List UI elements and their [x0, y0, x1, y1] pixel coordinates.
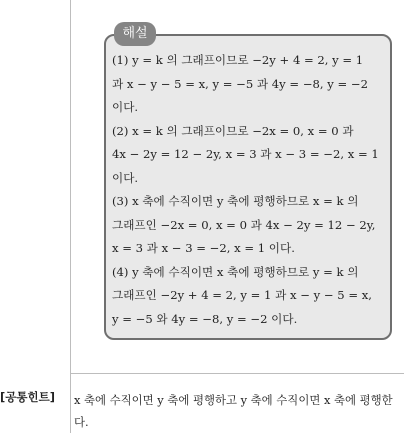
solution-line: x = 3 과 x − 3 = −2, x = 1 이다. [112, 241, 295, 255]
solution-line: y = −5 와 4y = −8, y = −2 이다. [112, 312, 298, 326]
solution-line: (3) x 축에 수직이면 y 축에 평행하므로 x = k 의 [112, 194, 359, 208]
solution-line: 그래프인 −2x = 0, x = 0 과 4x − 2y = 12 − 2y, [112, 218, 376, 232]
solution-line: (4) y 축에 수직이면 x 축에 평행하므로 y = k 의 [112, 265, 359, 279]
solution-line: 그래프인 −2y + 4 = 2, y = 1 과 x − y − 5 = x, [112, 288, 372, 302]
solution-line: 이다. [112, 100, 139, 114]
left-rule [70, 0, 71, 433]
solution-line: (2) x = k 의 그래프이므로 −2x = 0, x = 0 과 [112, 124, 354, 138]
solution-line: (1) y = k 의 그래프이므로 −2y + 4 = 2, y = 1 [112, 53, 364, 67]
solution-line: 4x − 2y = 12 − 2y, x = 3 과 x − 3 = −2, x = 1 [112, 147, 379, 161]
hint-divider [70, 373, 404, 374]
hint-text: x 축에 수직이면 y 축에 평행하고 y 축에 수직이면 x 축에 평행한다. [74, 393, 393, 429]
solution-line: 이다. [112, 171, 139, 185]
hint-label: [공통힌트] [0, 390, 55, 404]
solution-tag: 해설 [114, 22, 156, 46]
solution-line: 과 x − y − 5 = x, y = −5 과 4y = −8, y = −2 [112, 77, 369, 91]
